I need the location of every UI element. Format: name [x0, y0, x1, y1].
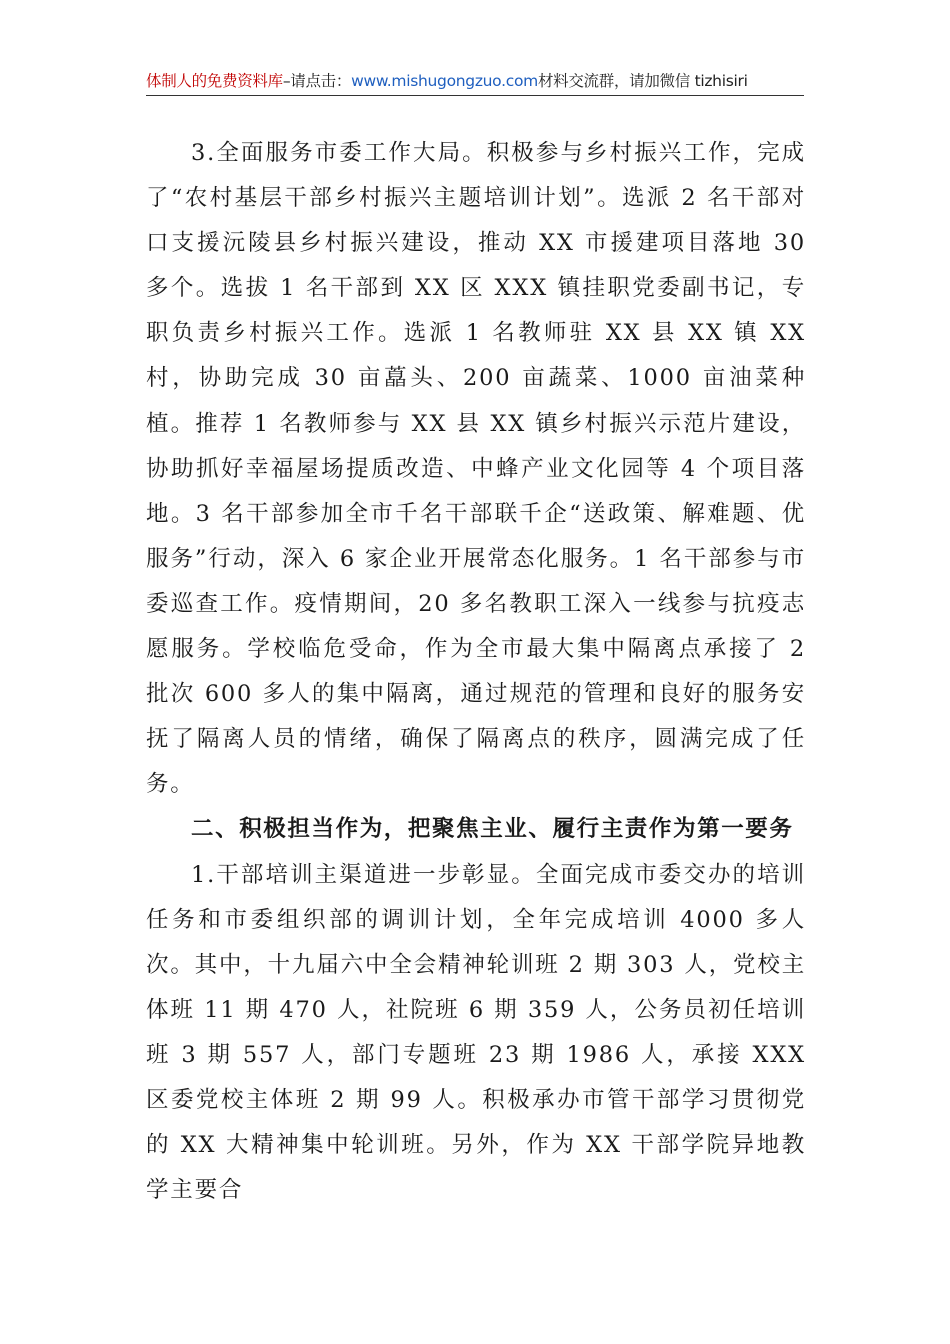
header-url-link[interactable]: www.mishugongzuo.com	[351, 72, 538, 90]
header-contact: 材料交流群，请加微信 tizhisiri	[537, 72, 748, 90]
header-site-name: 体制人的免费资料库	[146, 72, 283, 90]
paragraph-training-channel: 1.干部培训主渠道进一步彰显。全面完成市委交办的培训任务和市委组织部的调训计划，全年完成培训 4000 多人次。其中，十九届六中全会精神轮训班 2 期 303 人，党校主体班 11 期 470 人，社院班 6 期 359 人，公务员初任培训班 3 期 557 人，部门专题班 23 期 1986 人，承接 XXX 区委党校主体班 2 期 99 人。积极承办市管干部学习贯彻党的 XX 大精神集中轮训班。另外，作为 XX 干部学院异地教学主要合	[146, 861, 806, 1204]
section-heading-2: 二、积极担当作为，把聚焦主业、履行主责作为第一要务	[191, 816, 794, 843]
header-prompt: –请点击：	[282, 72, 352, 90]
document-body	[146, 131, 806, 1213]
paragraph-service-overall: 3.全面服务市委工作大局。积极参与乡村振兴工作，完成了“农村基层干部乡村振兴主题培训计划”。选派 2 名干部对口支援沅陵县乡村振兴建设，推动 XX 市援建项目落地 30 多个。选拔 1 名干部到 XX 区 XXX 镇挂职党委副书记，专职负责乡村振兴工作。选派 1 名教师驻 XX 县 XX 镇 XX 村，协助完成 30 亩藠头、200 亩蔬菜、1000 亩油菜种植。推荐 1 名教师参与 XX 县 XX 镇乡村振兴示范片建设，协助抓好幸福屋场提质改造、中蜂产业文化园等 4 个项目落地。3 名干部参加全市千名干部联千企“送政策、解难题、优服务”行动，深入 6 家企业开展常态化服务。1 名干部参与市委巡查工作。疫情期间，20 多名教职工深入一线参与抗疫志愿服务。学校临危受命，作为全市最大集中隔离点承接了 2 批次 600 多人的集中隔离，通过规范的管理和良好的服务安抚了隔离人员的情绪，确保了隔离点的秩序，圆满完成了任务。	[146, 140, 806, 798]
page-header	[146, 68, 804, 94]
header-divider	[146, 95, 804, 96]
